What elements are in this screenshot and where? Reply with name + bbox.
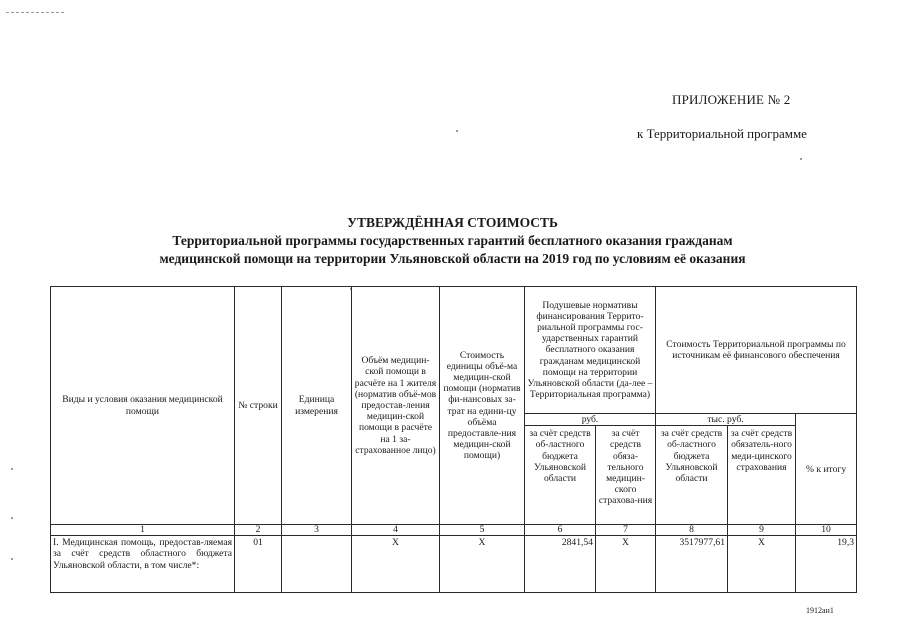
row-volume: X bbox=[352, 536, 440, 593]
header-oms-thousand: за счёт средств обязатель-ного меди-цинского страхования bbox=[728, 426, 796, 525]
scan-speck bbox=[800, 158, 802, 160]
column-number: 3 bbox=[282, 525, 352, 536]
header-row-1 bbox=[51, 287, 857, 414]
scan-speck bbox=[11, 517, 13, 519]
header-unit-rub: руб. bbox=[525, 414, 656, 426]
column-number: 2 bbox=[235, 525, 282, 536]
heading-line-2: Территориальной программы государственных гарантий бесплатного оказания гражданам bbox=[172, 233, 733, 248]
row-per-capita-budget: 2841,54 bbox=[525, 536, 596, 593]
header-unit-cost: Стоимость единицы объё-ма медицин-ской помощи (норматив фи-нансовых за-трат на едини-цу объёма предоставле-ния медицин-ской помощи) bbox=[440, 287, 525, 525]
scan-margin-mark bbox=[6, 4, 64, 13]
header-types: Виды и условия оказания медицинской помощи bbox=[51, 287, 235, 525]
column-number-row bbox=[51, 525, 857, 536]
cost-table bbox=[50, 286, 857, 593]
header-unit: Единица измерения bbox=[282, 287, 352, 525]
heading-line-3: медицинской помощи на территории Ульяновской области на 2019 год по условиям её оказания bbox=[159, 251, 746, 266]
column-number: 1 bbox=[51, 525, 235, 536]
header-budget-rub: за счёт средств об-ластного бюджета Ульяновской области bbox=[525, 426, 596, 525]
header-per-capita: Подушевые нормативы финансирования Террито-риальной программы гос-ударственных гарантий бесплатного оказания гражданам медицинской помощи на территории Ульяновской области (да-лее – Территориальная программа) bbox=[525, 287, 656, 414]
column-number: 6 bbox=[525, 525, 596, 536]
footer-code: 1912ан1 bbox=[806, 606, 834, 615]
column-number: 4 bbox=[352, 525, 440, 536]
row-cost-oms: X bbox=[728, 536, 796, 593]
scan-speck bbox=[11, 468, 13, 470]
header-unit-thousand-rub: тыс. руб. bbox=[656, 414, 796, 426]
scan-speck bbox=[456, 130, 458, 132]
row-number: 01 bbox=[235, 536, 282, 593]
scan-speck bbox=[11, 558, 13, 560]
document-heading bbox=[0, 214, 905, 268]
table-row bbox=[51, 536, 857, 593]
column-number: 7 bbox=[596, 525, 656, 536]
header-percent: % к итогу bbox=[796, 414, 857, 525]
row-per-capita-oms: X bbox=[596, 536, 656, 593]
column-number: 9 bbox=[728, 525, 796, 536]
appendix-subtitle: к Территориальной программе bbox=[637, 126, 807, 141]
header-budget-thousand: за счёт средств об-ластного бюджета Ульяновской области bbox=[656, 426, 728, 525]
header-program-cost: Стоимость Территориальной программы по источникам её финансового обеспечения bbox=[656, 287, 857, 414]
header-oms-rub: за счёт средств обяза-тельного медицин-ского страхова-ния bbox=[596, 426, 656, 525]
row-cost-budget: 3517977,61 bbox=[656, 536, 728, 593]
row-percent: 19,3 bbox=[796, 536, 857, 593]
column-number: 8 bbox=[656, 525, 728, 536]
column-number: 10 bbox=[796, 525, 857, 536]
row-unit bbox=[282, 536, 352, 593]
appendix-title: ПРИЛОЖЕНИЕ № 2 bbox=[672, 92, 791, 107]
row-unit-cost: X bbox=[440, 536, 525, 593]
header-row-number: № строки bbox=[235, 287, 282, 525]
row-name: I. Медицинская помощь, предостав-ляемая за счёт средств областного бюджета Ульяновской области, в том числе*: bbox=[51, 536, 235, 593]
header-volume: Объём медицин-ской помощи в расчёте на 1 жителя (норматив объё-мов предостав-ления медицин-ской помощи в расчёте на 1 за-страхованное лицо) bbox=[352, 287, 440, 525]
column-number: 5 bbox=[440, 525, 525, 536]
heading-line-1: УТВЕРЖДЁННАЯ СТОИМОСТЬ bbox=[347, 215, 558, 230]
